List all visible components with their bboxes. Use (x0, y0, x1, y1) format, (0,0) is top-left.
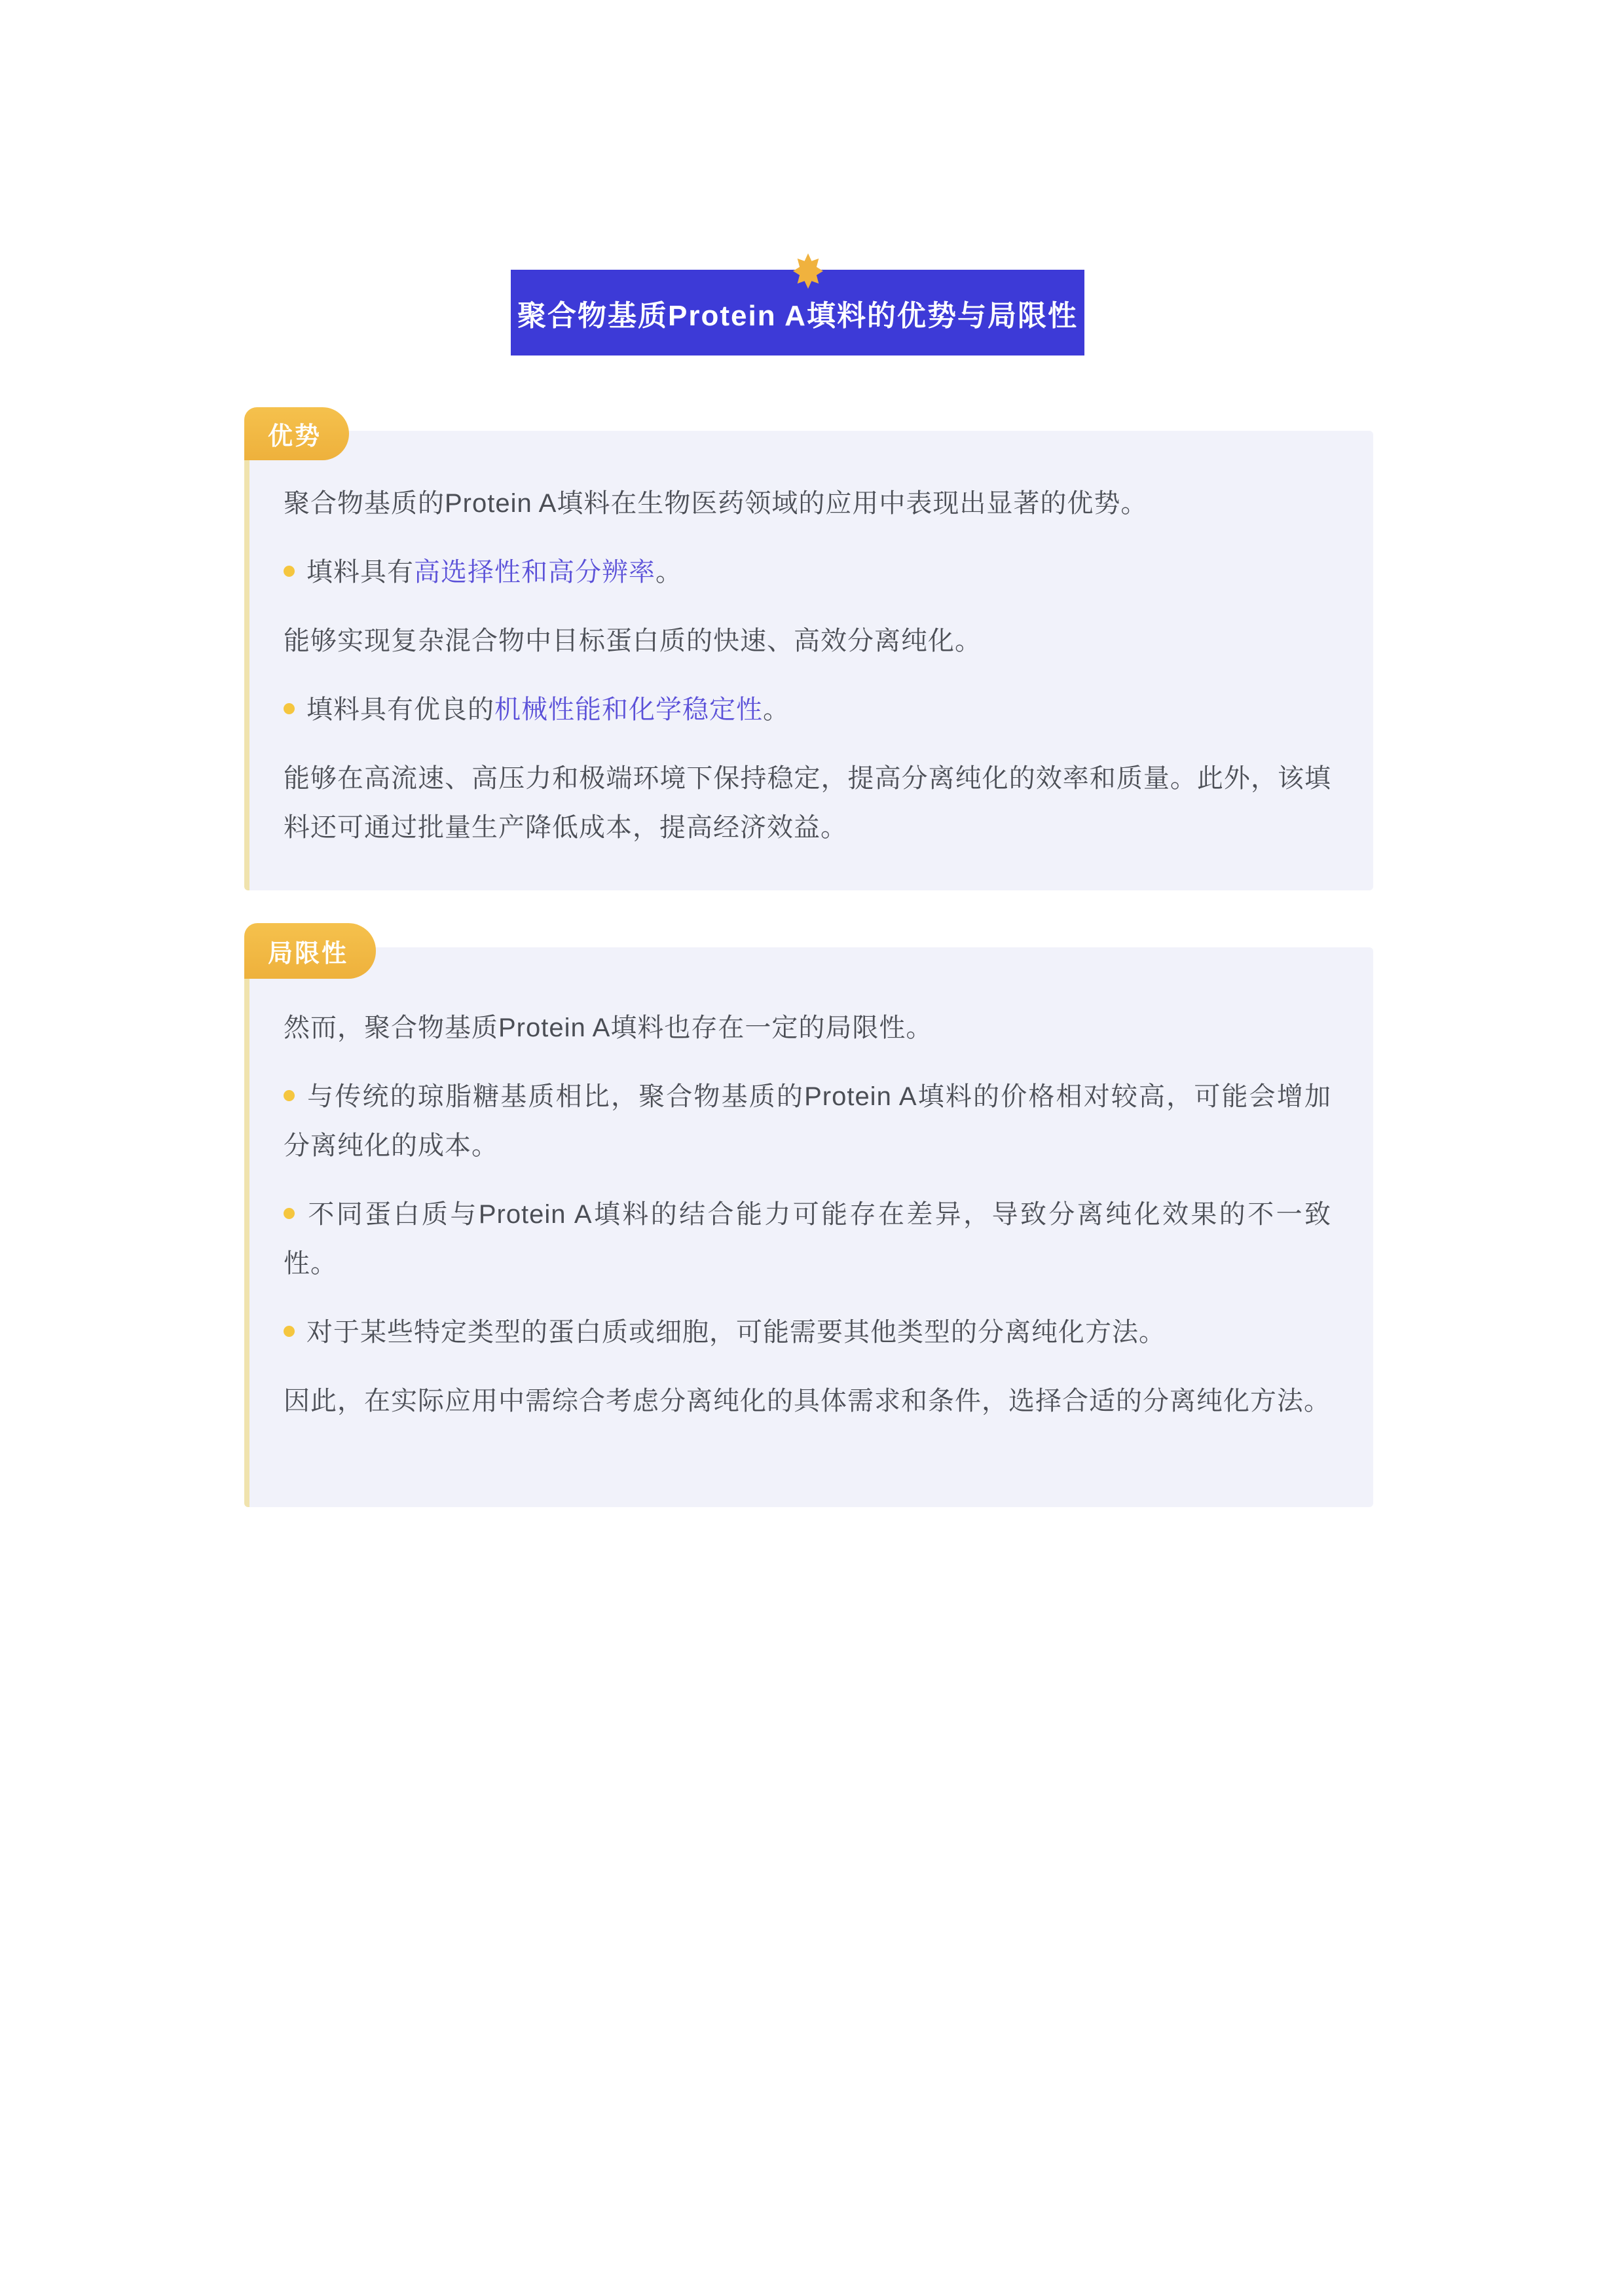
bullet-dot-icon (284, 703, 295, 714)
section-content-advantages (284, 479, 1331, 852)
section-panel-advantages (244, 431, 1373, 890)
bullet-dot-icon (284, 1090, 295, 1101)
paragraph (284, 1377, 1331, 1426)
body-text: 能够实现复杂混合物中目标蛋白质的快速、高效分离纯化。 (284, 627, 982, 655)
body-text: 。 (655, 558, 682, 587)
paragraph (284, 617, 1331, 666)
star-icon (792, 253, 824, 289)
bullet-dot-icon (284, 566, 295, 577)
body-text: 填料具有 (306, 558, 414, 587)
paragraph (284, 1004, 1331, 1053)
bullet-item (284, 1308, 1331, 1357)
bullet-dot-icon (284, 1326, 295, 1337)
bullet-dot-icon (284, 1208, 295, 1219)
body-text: 对于某些特定类型的蛋白质或细胞，可能需要其他类型的分离纯化方法。 (306, 1318, 1166, 1347)
section-panel-limitations (244, 947, 1373, 1507)
body-text: 。 (763, 695, 790, 724)
body-text: 因此，在实际应用中需综合考虑分离纯化的具体需求和条件，选择合适的分离纯化方法。 (284, 1387, 1331, 1415)
page-title: 聚合物基质Protein A填料的优势与局限性 (517, 299, 1078, 332)
paragraph (284, 479, 1331, 528)
body-text: 然而，聚合物基质Protein A填料也存在一定的局限性。 (284, 1013, 933, 1042)
bullet-item (284, 1190, 1331, 1288)
section-badge-advantages (244, 407, 349, 460)
highlight-text: 机械性能和化学稳定性 (494, 695, 763, 724)
section-content-limitations (284, 1004, 1331, 1426)
body-text: 能够在高流速、高压力和极端环境下保持稳定，提高分离纯化的效率和质量。此外，该填料还可通过批量生产降低成本，提高经济效益。 (284, 764, 1331, 842)
bullet-item (284, 685, 1331, 735)
body-text: 聚合物基质的Protein A填料在生物医药领域的应用中表现出显著的优势。 (284, 489, 1148, 518)
body-text: 不同蛋白质与Protein A填料的结合能力可能存在差异，导致分离纯化效果的不一致性。 (284, 1200, 1331, 1278)
badge-label: 优势 (268, 423, 322, 450)
paragraph (284, 754, 1331, 852)
star-shape (793, 253, 823, 289)
body-text: 与传统的琼脂糖基质相比，聚合物基质的Protein A填料的价格相对较高，可能会增加分离纯化的成本。 (284, 1082, 1331, 1160)
highlight-text: 高选择性和高分辨率 (414, 558, 655, 587)
bullet-item (284, 1072, 1331, 1171)
section-badge-limitations (244, 923, 376, 979)
body-text: 填料具有优良的 (306, 695, 494, 724)
badge-label: 局限性 (268, 940, 349, 968)
bullet-item (284, 548, 1331, 597)
